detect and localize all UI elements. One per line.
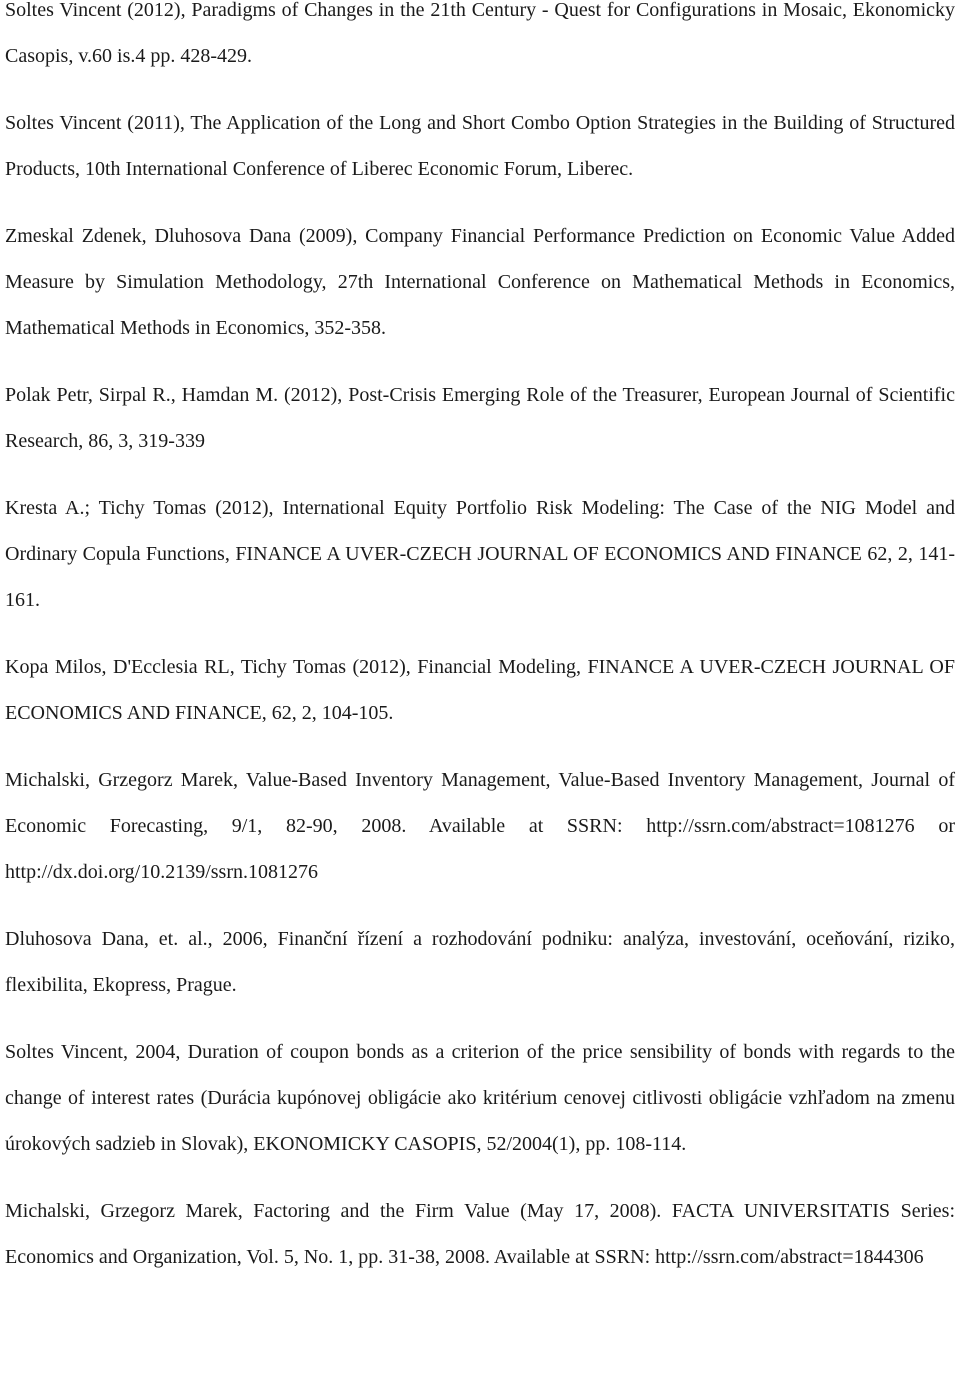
reference-soltes-2004: Soltes Vincent, 2004, Duration of coupon bonds as a criterion of the price sensibility of bonds with regards to the change of interest rates (Durácia kupónovej obligácie ako kritérium cenovej citlivosti obligácie vzhľadom na zmenu úrokových sadzieb in Slovak), EKONOMICKY CASOPIS, 52/2004(1), pp. 108-114. <box>5 1041 955 1155</box>
reference-michalski-factoring-2008: Michalski, Grzegorz Marek, Factoring and the Firm Value (May 17, 2008). FACTA UNIVERSITATIS Series: Economics and Organization, Vol. 5, No. 1, pp. 31-38, 2008. Available at SSRN: http://ssrn.com/abstract=1844306 <box>5 1200 955 1268</box>
reference-kopa-2012: Kopa Milos, D'Ecclesia RL, Tichy Tomas (2012), Financial Modeling, FINANCE A UVER-CZECH JOURNAL OF ECONOMICS AND FINANCE, 62, 2, 104-105. <box>5 656 955 724</box>
reference-polak-2012: Polak Petr, Sirpal R., Hamdan M. (2012), Post-Crisis Emerging Role of the Treasurer, European Journal of Scientific Research, 86, 3, 319-339 <box>5 384 955 452</box>
reference-soltes-2012: Soltes Vincent (2012), Paradigms of Changes in the 21th Century - Quest for Configurations in Mosaic, Ekonomicky Casopis, v.60 is.4 pp. 428-429. <box>5 0 955 67</box>
reference-michalski-inventory-2008: Michalski, Grzegorz Marek, Value-Based Inventory Management, Value-Based Inventory Management, Journal of Economic Forecasting, 9/1, 82-90, 2008. Available at SSRN: http://ssrn.com/abstract=1081276 or http://dx.doi.org/10.2139/ssrn.1081276 <box>5 769 955 883</box>
reference-list <box>5 0 955 1280</box>
reference-soltes-2011: Soltes Vincent (2011), The Application of the Long and Short Combo Option Strategies in the Building of Structured Products, 10th International Conference of Liberec Economic Forum, Liberec. <box>5 112 955 180</box>
reference-zmeskal-dluhosova-2009: Zmeskal Zdenek, Dluhosova Dana (2009), Company Financial Performance Prediction on Economic Value Added Measure by Simulation Methodology, 27th International Conference on Mathematical Methods in Economics, Mathematical Methods in Economics, 352-358. <box>5 225 955 339</box>
reference-dluhosova-2006: Dluhosova Dana, et. al., 2006, Finanční řízení a rozhodování podniku: analýza, investování, oceňování, riziko, flexibilita, Ekopress, Prague. <box>5 928 955 996</box>
reference-kresta-tichy-2012: Kresta A.; Tichy Tomas (2012), International Equity Portfolio Risk Modeling: The Case of the NIG Model and Ordinary Copula Functions, FINANCE A UVER-CZECH JOURNAL OF ECONOMICS AND FINANCE 62, 2, 141-161. <box>5 497 955 611</box>
